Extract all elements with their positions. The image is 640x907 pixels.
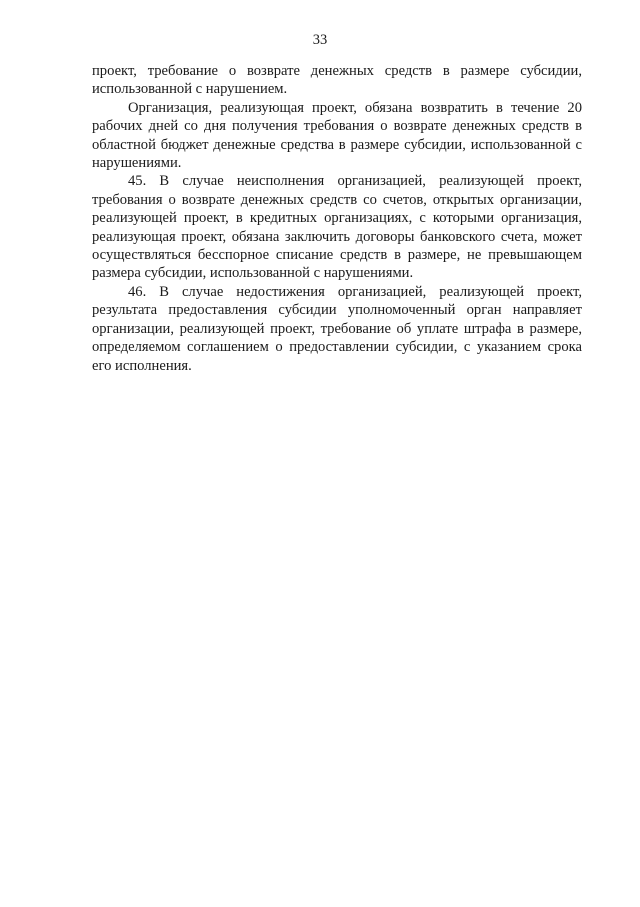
document-body (92, 62, 582, 375)
page-number: 33 (312, 32, 328, 48)
paragraph-46: 46. В случае недостижения организацией, реализующей проект, результата предоставления субсидии уполномоченный орган направляет организации, реализующей проект, требование об уплате штрафа в размере, определяемом соглашением о предоставлении субсидии, с указанием срока его исполнения. (92, 283, 582, 374)
paragraph-continuation: проект, требование о возврате денежных средств в размере субсидии, использованной с нарушением. (92, 63, 582, 98)
paragraph-organization-obligation: Организация, реализующая проект, обязана возвратить в течение 20 рабочих дней со дня получения требования о возврате денежных средств в областной бюджет денежные средства в размере субсидии, использованной с нарушениями. (92, 99, 582, 172)
paragraph-45: 45. В случае неисполнения организацией, реализующей проект, требования о возврате денежных средств со счетов, открытых организации, реализующей проект, в кредитных организациях, с которыми организация, реализующая проект, обязана заключить договоры банковского счета, может осуществляться бесспорное списание средств в размере, не превышающем размера субсидии, использованной с нарушениями. (92, 173, 582, 282)
